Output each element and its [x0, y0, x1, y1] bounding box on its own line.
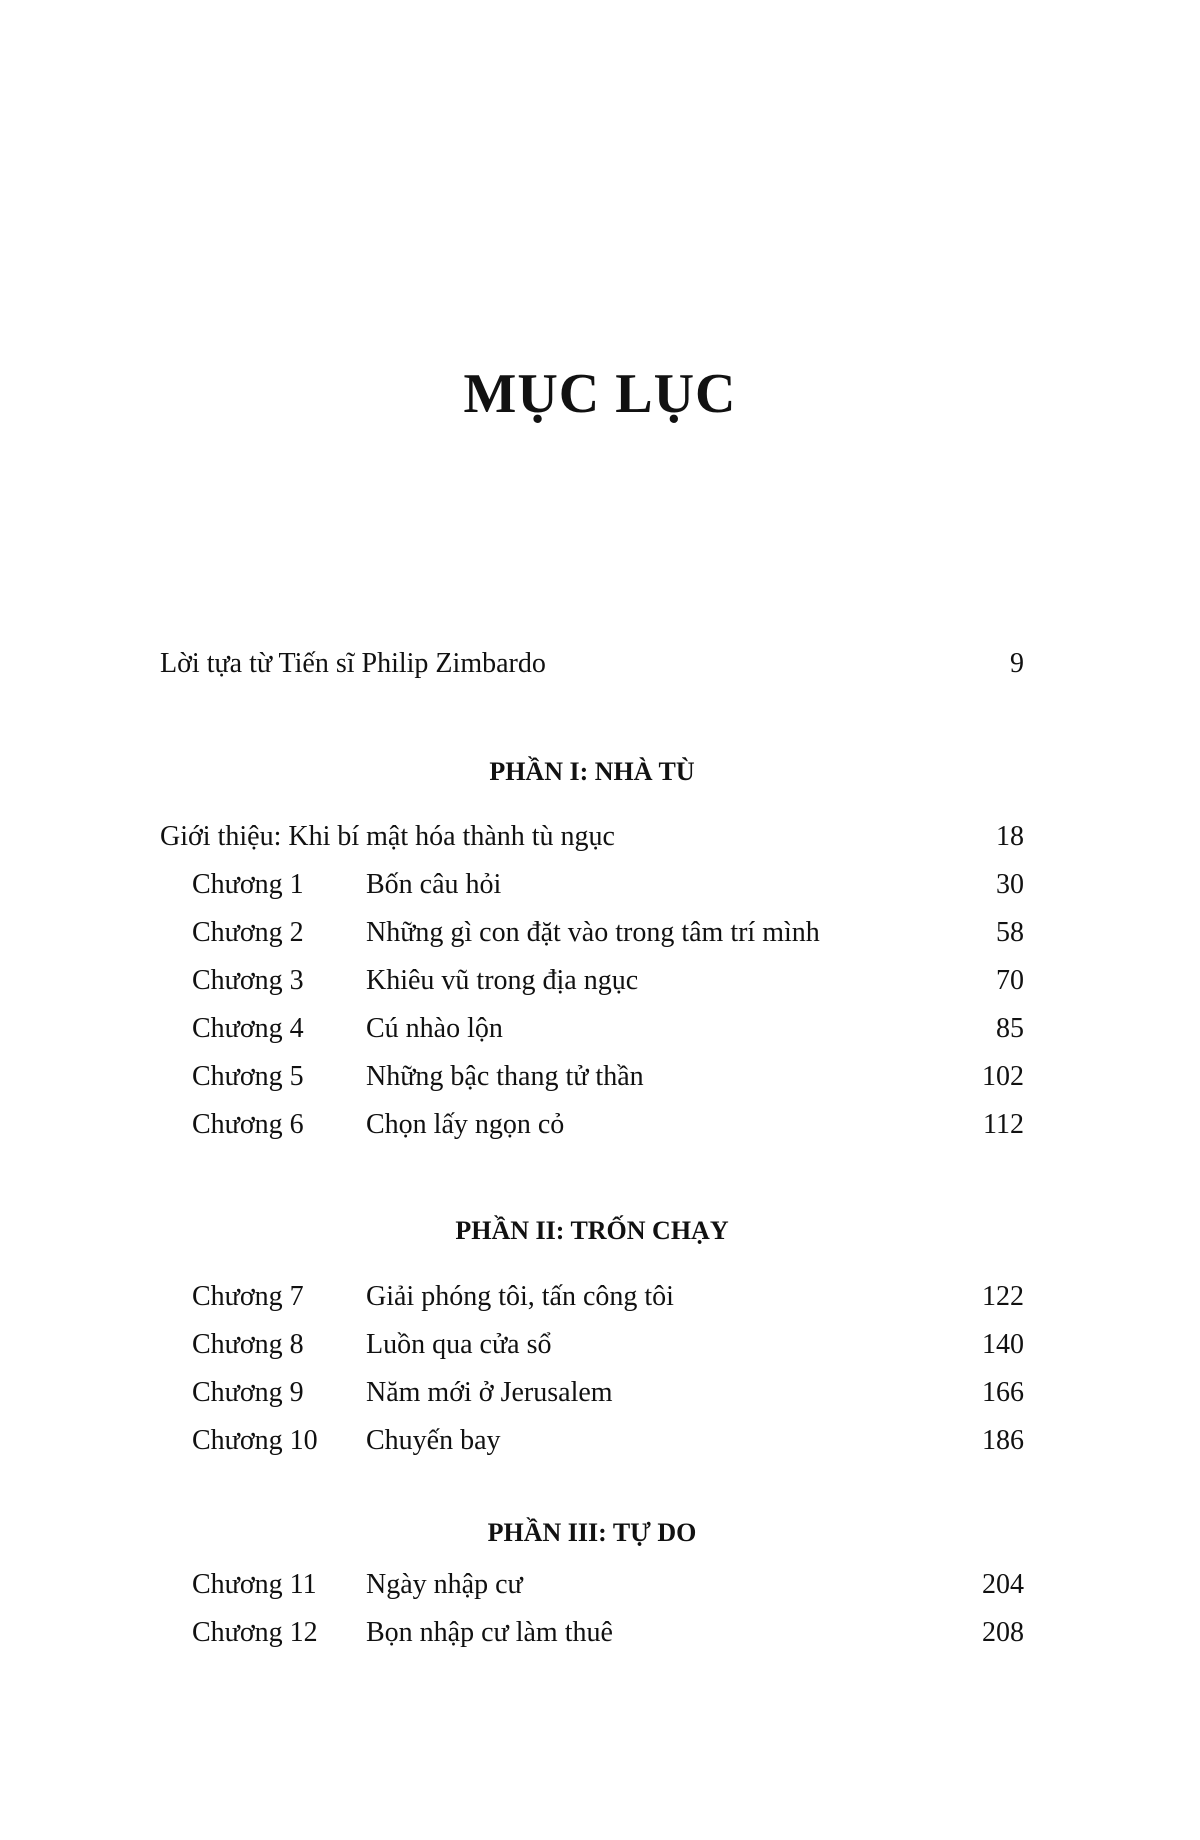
toc-entry-chapter-5[interactable]	[160, 1057, 1024, 1097]
toc-entry-intro[interactable]	[160, 817, 1024, 857]
chapter-title: Chuyến bay	[366, 1425, 501, 1456]
chapter-number: Chương 8	[192, 1329, 304, 1360]
chapter-number: Chương 6	[192, 1109, 304, 1140]
chapter-number: Chương 10	[192, 1425, 318, 1456]
chapter-number: Chương 5	[192, 1061, 304, 1092]
chapter-title: Chọn lấy ngọn cỏ	[366, 1109, 565, 1140]
toc-entry-chapter-12[interactable]	[160, 1613, 1024, 1653]
part-heading-3: PHẦN III: TỰ DO	[487, 1518, 697, 1547]
toc-entry-chapter-3[interactable]	[160, 961, 1024, 1001]
page-number: 58	[996, 917, 1024, 948]
part-heading-2: PHẦN II: TRỐN CHẠY	[455, 1216, 729, 1245]
page-number: 9	[1010, 648, 1024, 679]
chapter-number: Chương 2	[192, 917, 304, 948]
chapter-title: Những gì con đặt vào trong tâm trí mình	[366, 917, 820, 948]
toc-entry-chapter-10[interactable]	[160, 1421, 1024, 1461]
chapter-title: Luồn qua cửa sổ	[366, 1329, 552, 1360]
chapter-title: Bốn câu hỏi	[366, 869, 502, 900]
chapter-title: Bọn nhập cư làm thuê	[366, 1617, 613, 1648]
toc-entry-chapter-6[interactable]	[160, 1105, 1024, 1145]
page-number: 85	[996, 1013, 1024, 1044]
chapter-number: Chương 4	[192, 1013, 304, 1044]
chapter-title: Cú nhào lộn	[366, 1013, 503, 1044]
chapter-number: Chương 11	[192, 1569, 317, 1600]
chapter-title: Giải phóng tôi, tấn công tôi	[366, 1281, 674, 1312]
part-heading-1: PHẦN I: NHÀ TÙ	[489, 757, 695, 786]
chapter-title: Năm mới ở Jerusalem	[366, 1377, 613, 1408]
page-number: 70	[996, 965, 1024, 996]
chapter-number: Chương 1	[192, 869, 304, 900]
page-number: 112	[983, 1109, 1024, 1140]
toc-entry-chapter-1[interactable]	[160, 865, 1024, 905]
chapter-title: Những bậc thang tử thần	[366, 1061, 644, 1092]
page-number: 140	[982, 1329, 1024, 1360]
chapter-number: Chương 9	[192, 1377, 304, 1408]
page-number: 122	[982, 1281, 1024, 1312]
page-number: 204	[982, 1569, 1024, 1600]
chapter-title: Khiêu vũ trong địa ngục	[366, 965, 639, 996]
page-number: 18	[996, 821, 1024, 852]
toc-entry-preface[interactable]	[160, 644, 1024, 684]
page-number: 186	[982, 1425, 1024, 1456]
toc-entry-chapter-2[interactable]	[160, 913, 1024, 953]
chapter-number: Chương 12	[192, 1617, 318, 1648]
page-number: 166	[982, 1377, 1024, 1408]
toc-entry-chapter-8[interactable]	[160, 1325, 1024, 1365]
toc-entry-chapter-11[interactable]	[160, 1565, 1024, 1605]
chapter-number: Chương 7	[192, 1281, 304, 1312]
toc-entry-chapter-7[interactable]	[160, 1277, 1024, 1317]
chapter-number: Chương 3	[192, 965, 304, 996]
toc-entry-chapter-9[interactable]	[160, 1373, 1024, 1413]
page-title: MỤC LỤC	[463, 363, 737, 425]
page-number: 208	[982, 1617, 1024, 1648]
chapter-title: Ngày nhập cư	[366, 1569, 523, 1600]
page-number: 102	[982, 1061, 1024, 1092]
toc-entry-chapter-4[interactable]	[160, 1009, 1024, 1049]
entry-label: Giới thiệu: Khi bí mật hóa thành tù ngục	[160, 821, 615, 852]
entry-label: Lời tựa từ Tiến sĩ Philip Zimbardo	[160, 648, 546, 679]
page-number: 30	[996, 869, 1024, 900]
